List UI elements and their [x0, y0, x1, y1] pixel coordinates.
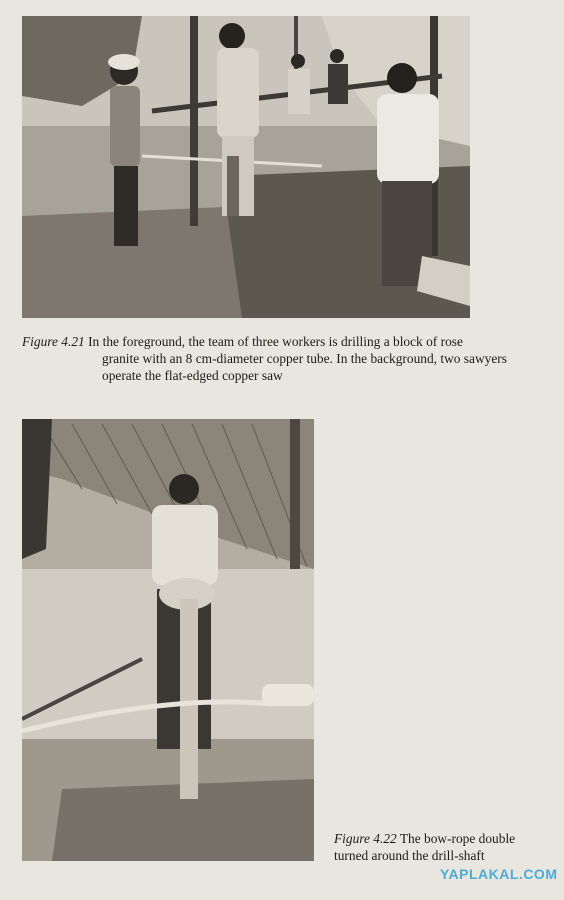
photo-drilling-team	[22, 16, 470, 318]
photo-drilling-team-drawing	[22, 16, 470, 318]
photo-bow-rope-drill-drawing	[22, 419, 314, 861]
caption-text-line: granite with an 8 cm-diameter copper tube. In the background, two sawyers	[102, 351, 507, 366]
caption-text-line: operate the flat-edged copper saw	[102, 368, 283, 383]
caption-text-line: In the foreground, the team of three workers is drilling a block of rose	[88, 334, 463, 349]
caption-text-line: The bow-rope double	[399, 831, 516, 846]
site-watermark: YAPLAKAL.COM	[440, 866, 558, 882]
figure-caption-4-21	[22, 333, 542, 384]
caption-text-line: turned around the drill-shaft	[334, 848, 485, 863]
figure-label: Figure 4.21	[22, 334, 85, 349]
figure-caption-4-22	[334, 830, 554, 864]
figure-label: Figure 4.22	[334, 831, 397, 846]
photo-bow-rope-drill	[22, 419, 314, 861]
